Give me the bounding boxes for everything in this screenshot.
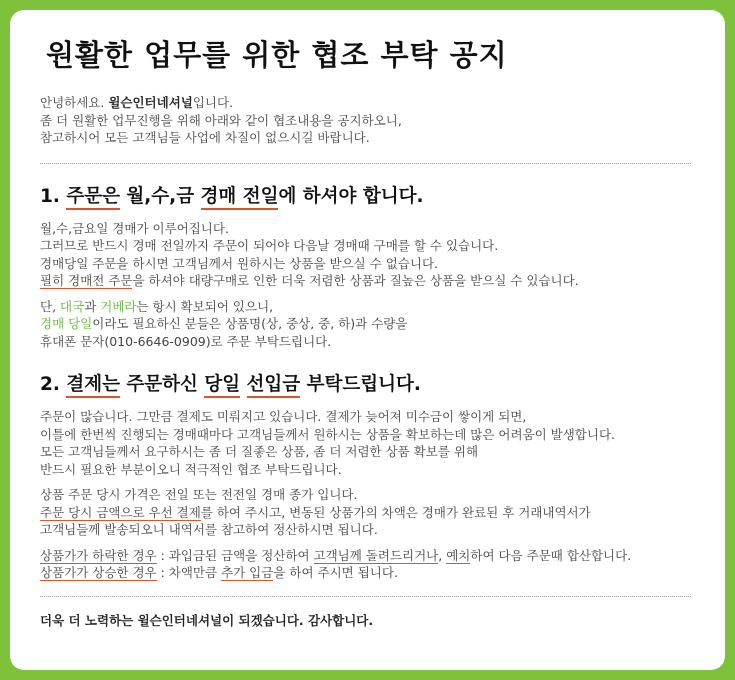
paragraph-line: 상품가가 상승한 경우 : 차액만큼 추가 입금을 하여 주시면 됩니다.	[40, 565, 398, 580]
paragraph-line: 반드시 필요한 부분이오니 적극적인 협조 부탁드립니다.	[40, 461, 342, 477]
intro-line: 참고하시어 모든 고객님들 사업에 차질이 없으시길 바랍니다.	[40, 130, 370, 145]
paragraph-line: 주문 당시 금액으로 우선 결제를 하여 주시고, 변동된 상품가의 차액은 경매가 완료된 후 거래내역서가	[40, 504, 591, 520]
paragraph-line: 상품가가 하락한 경우 : 과입금된 금액을 정산하여 고객님께 돌려드리거나, 예치하여 다음 주문때 합산합니다.	[40, 547, 632, 563]
paragraph-line: 휴대폰 문자(010-6646-0909)로 주문 부탁드립니다.	[40, 333, 332, 349]
paragraph-line: 그러므로 반드시 경매 전일까지 주문이 되어야 다음날 경매때 구매를 할 수 있습니다.	[40, 238, 499, 253]
paragraph-line: 고객님들께 발송되오니 내역서를 참고하여 정산하시면 됩니다.	[40, 522, 378, 537]
paragraph-line: 필히 경매전 주문을 하셔야 대량구매로 인한 더욱 저렴한 상품과 질높은 상품을 받으실 수 있습니다.	[40, 273, 579, 288]
paragraph-line: 월,수,금요일 경매가 이루어집니다.	[40, 220, 229, 236]
divider	[40, 596, 691, 597]
section-2-body	[40, 408, 691, 582]
section-1-body	[40, 220, 691, 351]
intro-text: 안녕하세요.	[40, 95, 109, 110]
paragraph-line: 주문이 많습니다. 그만큼 결제도 미뤄지고 있습니다. 결제가 늦어져 미수금이 쌓이게 되면,	[40, 409, 527, 424]
intro-text: 입니다.	[192, 95, 234, 110]
paragraph-line: 모든 고객님들께서 요구하시는 좀 더 질좋은 상품, 좀 더 저렴한 상품 확보를 위해	[40, 444, 479, 459]
section-2-heading: 2. 결제는 주문하신 당일 선입금 부탁드립니다.	[40, 372, 691, 398]
paragraph-line: 경매 당일이라도 필요하신 분들은 상품명(상, 중상, 중, 하)과 수량을	[40, 316, 408, 331]
paragraph-line: 단, 대국과 거베라는 항시 확보되어 있으니,	[40, 298, 274, 314]
company-name: 윌슨인터네셔널	[108, 95, 193, 110]
paragraph-line: 경매당일 주문을 하시면 고객님께서 원하시는 상품을 받으실 수 없습니다.	[40, 255, 439, 271]
section-1-heading: 1. 주문은 월,수,금 경매 전일에 하셔야 합니다.	[40, 184, 691, 210]
page-title: 원활한 업무를 위한 협조 부탁 공지	[46, 38, 508, 72]
footer-message: 더욱 더 노력하는 윌슨인터네셔널이 되겠습니다. 감사합니다.	[40, 612, 374, 628]
notice-card	[10, 10, 725, 670]
paragraph-line: 이틀에 한번씩 진행되는 경매때마다 고객님들께서 원하시는 상품을 확보하는데 많은 어려움이 발생합니다.	[40, 426, 616, 442]
intro-line: 좀 더 원활한 업무진행을 위해 아래와 같이 협조내용을 공지하오니,	[40, 112, 402, 128]
paragraph-line: 상품 주문 당시 가격은 전일 또는 전전일 경매 종가 입니다.	[40, 487, 358, 502]
divider	[40, 163, 691, 164]
intro	[40, 94, 691, 147]
